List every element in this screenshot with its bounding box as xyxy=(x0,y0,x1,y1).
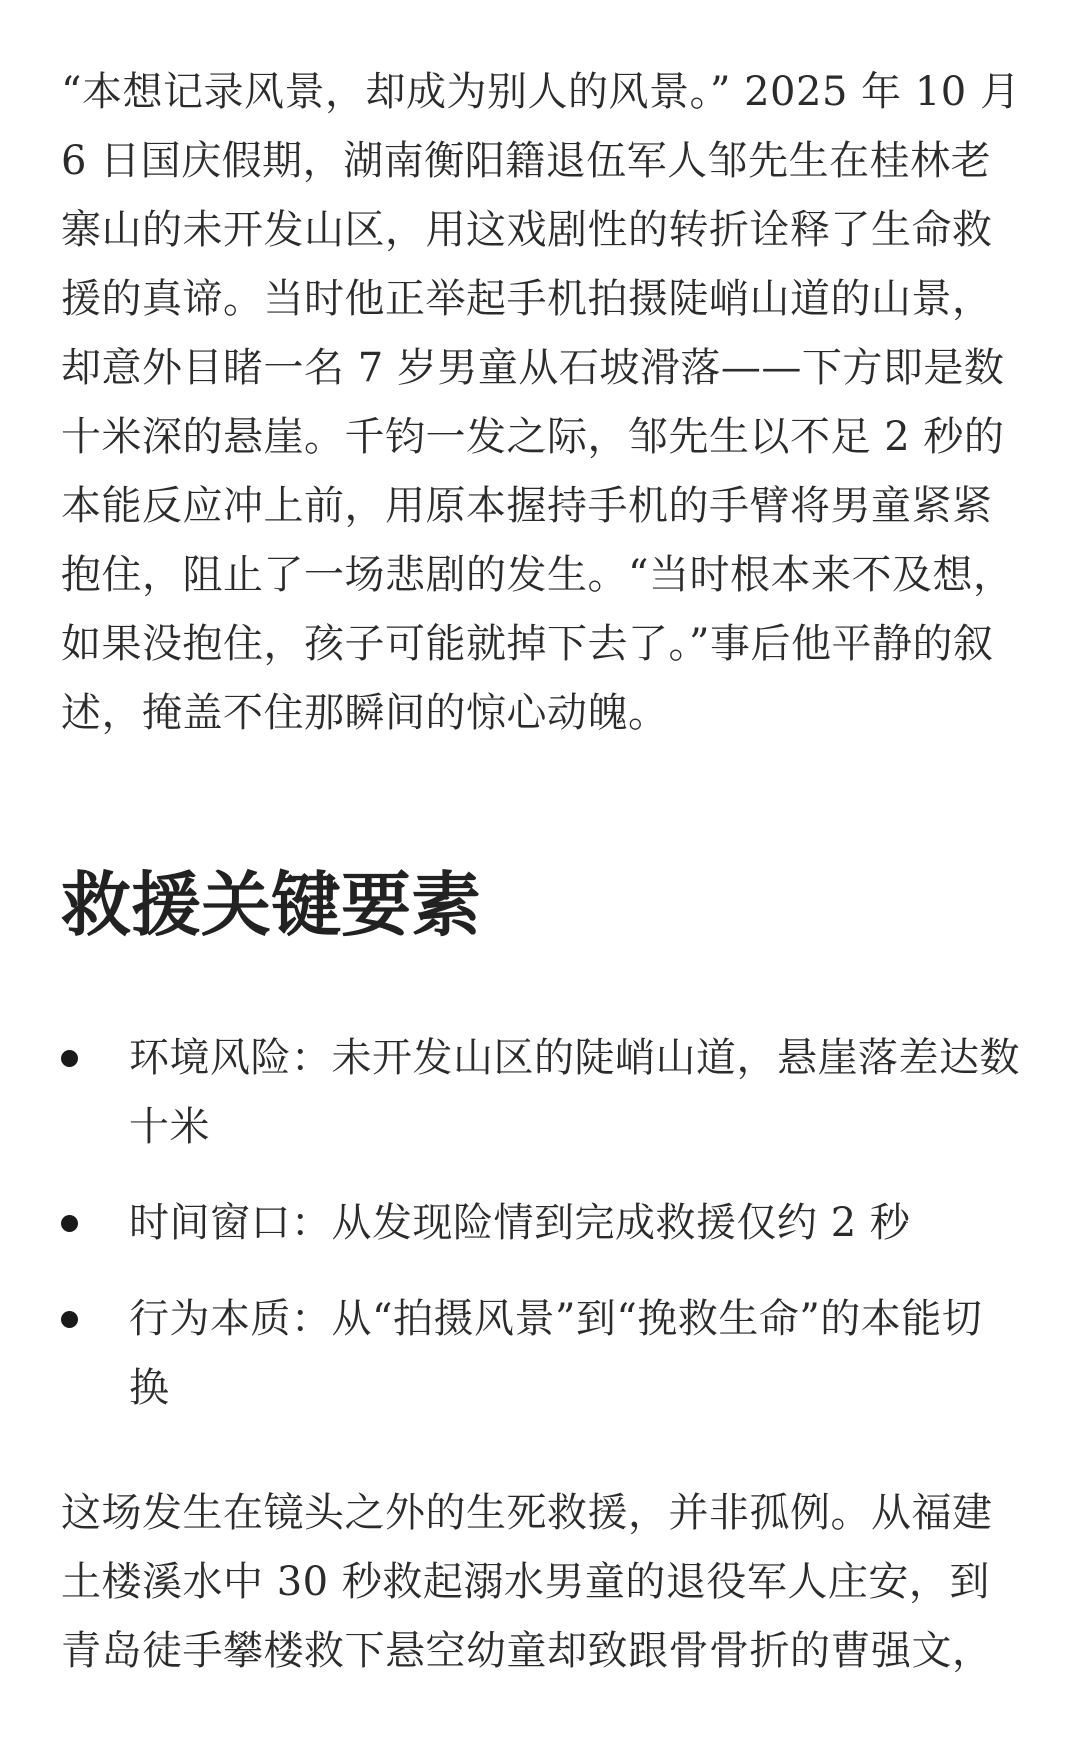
list-item xyxy=(61,1285,1021,1423)
article-body xyxy=(61,58,1021,1686)
closing-paragraph: 这场发生在镜头之外的生死救援，并非孤例。从福建土楼溪水中 30 秒救起溺水男童的退役军人庄安，到青岛徒手攀楼救下悬空幼童却致跟骨骨折的曹强文， xyxy=(61,1490,993,1674)
bullet-dot-icon xyxy=(61,1050,78,1067)
list-item xyxy=(61,1024,1021,1162)
list-item xyxy=(61,1189,1021,1258)
key-elements-list xyxy=(61,1024,1021,1423)
list-item-text: 环境风险：未开发山区的陡峭山道，悬崖落差达数十米 xyxy=(129,1035,1020,1150)
bullet-dot-icon xyxy=(61,1311,78,1328)
bullet-dot-icon xyxy=(61,1215,78,1232)
intro-paragraph: “本想记录风景，却成为别人的风景。” 2025 年 10 月 6 日国庆假期，湖南衡阳籍退伍军人邹先生在桂林老寨山的未开发山区，用这戏剧性的转折诠释了生命救援的真谛。当时他正举起手机拍摄陡峭山道的山景，却意外目睹一名 7 岁男童从石坡滑落——下方即是数十米深的悬崖。千钧一发之际，邹先生以不足 2 秒的本能反应冲上前，用原本握持手机的手臂将男童紧紧抱住，阻止了一场悲剧的发生。“当时根本来不及想，如果没抱住，孩子可能就掉下去了。”事后他平静的叙述，掩盖不住那瞬间的惊心动魄。 xyxy=(61,69,1021,736)
list-item-text: 行为本质：从“拍摄风景”到“挽救生命”的本能切换 xyxy=(129,1296,983,1411)
section-heading: 救援关键要素 xyxy=(61,864,481,946)
list-item-text: 时间窗口：从发现险情到完成救援仅约 2 秒 xyxy=(129,1200,911,1246)
